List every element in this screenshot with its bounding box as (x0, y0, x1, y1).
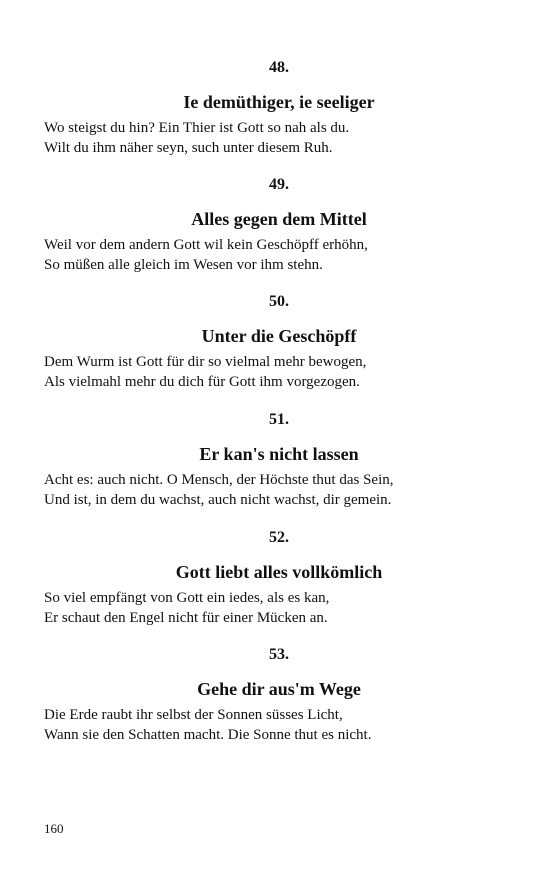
epigram-number: 50. (269, 293, 289, 310)
epigram-number: 48. (269, 59, 289, 76)
epigram-verse (44, 235, 368, 275)
verse-line: Und ist, in dem du wachst, auch nicht wachst, dir gemein. (44, 492, 392, 508)
epigram-48 (44, 58, 514, 156)
verse-line: So müßen alle gleich im Wesen vor ihm stehn. (44, 257, 323, 273)
epigram-number: 53. (269, 646, 289, 663)
epigram-verse (44, 588, 329, 628)
verse-line: Wann sie den Schatten macht. Die Sonne thut es nicht. (44, 727, 372, 743)
verse-line: Acht es: auch nicht. O Mensch, der Höchste thut das Sein, (44, 472, 394, 488)
verse-line: Wo steigst du hin? Ein Thier ist Gott so nah als du. (44, 120, 350, 136)
epigram-50 (44, 292, 514, 390)
epigram-verse (44, 470, 394, 510)
epigram-title: Gehe dir aus'm Wege (197, 679, 361, 699)
epigram-title: Alles gegen dem Mittel (191, 209, 367, 229)
epigram-verse (44, 118, 349, 158)
verse-line: Weil vor dem andern Gott wil kein Geschöpff erhöhn, (44, 237, 368, 253)
verse-line: Als vielmahl mehr du dich für Gott ihm vorgezogen. (44, 374, 360, 390)
epigram-verse (44, 705, 371, 745)
epigram-verse (44, 352, 366, 392)
epigram-52 (44, 528, 514, 626)
verse-line: Wilt du ihm näher seyn, such unter diesem Ruh. (44, 140, 333, 156)
epigram-title: Er kan's nicht lassen (199, 444, 359, 464)
epigram-number: 52. (269, 529, 289, 546)
epigram-53 (44, 645, 514, 743)
verse-line: So viel empfängt von Gott ein iedes, als es kan, (44, 590, 330, 606)
page-number: 160 (44, 821, 64, 836)
verse-line: Dem Wurm ist Gott für dir so vielmal mehr bewogen, (44, 354, 367, 370)
verse-line: Die Erde raubt ihr selbst der Sonnen süsses Licht, (44, 707, 343, 723)
verse-line: Er schaut den Engel nicht für einer Mücken an. (44, 610, 328, 626)
epigram-number: 51. (269, 411, 289, 428)
epigram-51 (44, 410, 514, 508)
epigram-title: Unter die Geschöpff (201, 326, 357, 346)
epigram-number: 49. (269, 176, 289, 193)
epigram-title: Gott liebt alles vollkömlich (175, 562, 383, 582)
epigram-49 (44, 175, 514, 273)
epigram-title: Ie demüthiger, ie seeliger (183, 92, 375, 112)
